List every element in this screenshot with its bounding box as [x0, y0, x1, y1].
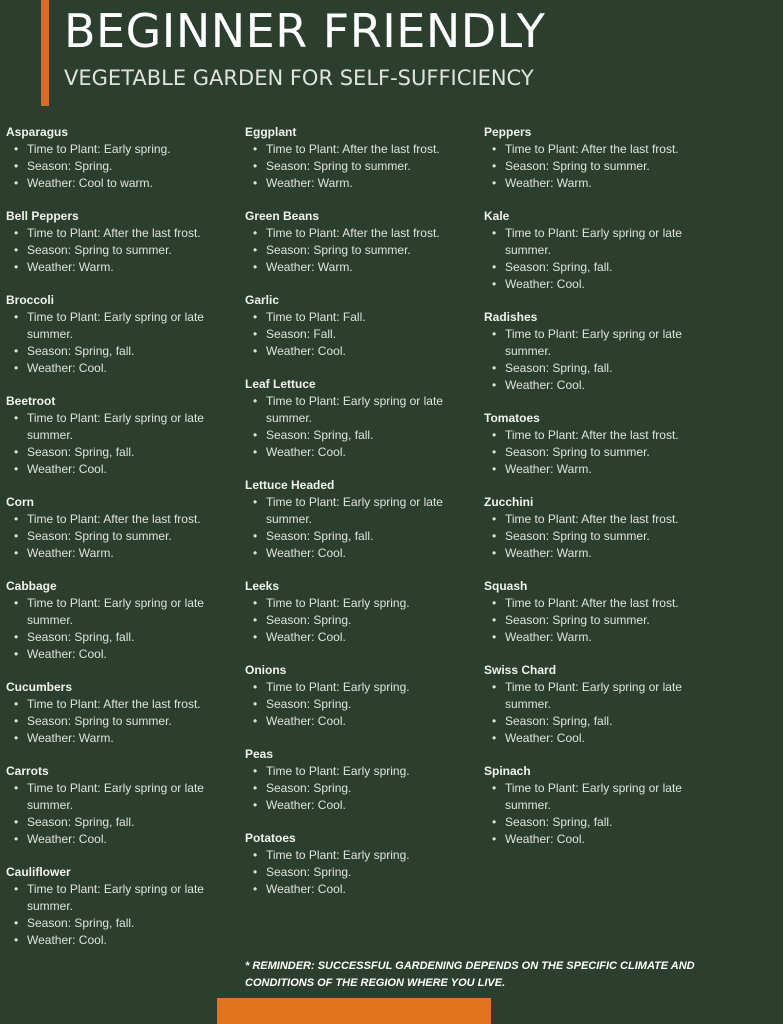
vegetable-detail: • Season: Spring, fall. — [492, 259, 720, 276]
vegetable-entry — [245, 208, 481, 276]
vegetable-detail: • Time to Plant: After the last frost. — [492, 427, 720, 444]
vegetable-entry — [245, 376, 481, 461]
vegetable-detail: • Weather: Warm. — [14, 259, 242, 276]
vegetable-detail: • Season: Spring, fall. — [14, 814, 242, 831]
vegetable-entry — [245, 292, 481, 360]
vegetable-detail: • Season: Spring. — [14, 158, 242, 175]
vegetable-name: Green Beans — [245, 209, 320, 223]
vegetable-entry — [6, 494, 242, 562]
vegetable-detail: • Time to Plant: After the last frost. — [253, 225, 481, 242]
vegetable-entry — [6, 124, 242, 192]
vegetable-name: Cauliflower — [6, 865, 71, 879]
vegetable-details-list — [245, 494, 481, 562]
vegetable-detail: • Weather: Warm. — [492, 545, 720, 562]
vegetable-name: Leeks — [245, 579, 280, 593]
vegetable-detail: • Time to Plant: Early spring or late summer. — [492, 679, 720, 713]
vegetable-detail: • Season: Spring to summer. — [492, 528, 720, 545]
vegetable-detail: • Weather: Cool. — [253, 881, 481, 898]
vegetable-detail: • Weather: Cool. — [253, 797, 481, 814]
vegetable-detail: • Weather: Cool. — [14, 932, 242, 949]
vegetable-detail: • Time to Plant: After the last frost. — [492, 595, 720, 612]
vegetable-detail: • Weather: Cool. — [14, 646, 242, 663]
vegetable-name: Broccoli — [6, 293, 55, 307]
vegetable-entry — [6, 763, 242, 848]
vegetable-details-list — [6, 225, 242, 276]
vegetable-entry — [6, 393, 242, 478]
vegetable-name: Asparagus — [6, 125, 69, 139]
vegetable-details-list — [6, 511, 242, 562]
vegetable-detail: • Season: Spring, fall. — [253, 427, 481, 444]
vegetable-detail: • Time to Plant: Early spring or late summer. — [253, 494, 481, 528]
vegetable-detail: • Time to Plant: Early spring or late summer. — [14, 780, 242, 814]
vegetable-details-list — [484, 326, 720, 394]
vegetable-entry — [484, 662, 720, 747]
orange-banner-strip — [217, 998, 491, 1024]
vegetable-details-list — [245, 595, 481, 646]
vegetable-column-2 — [245, 124, 481, 914]
vegetable-detail: • Weather: Cool. — [253, 629, 481, 646]
vegetable-detail: • Time to Plant: Early spring or late summer. — [14, 595, 242, 629]
vegetable-name: Leaf Lettuce — [245, 377, 316, 391]
vegetable-name: Peas — [245, 747, 274, 761]
vegetable-column-1 — [6, 124, 242, 965]
vegetable-detail: • Season: Spring, fall. — [253, 528, 481, 545]
vegetable-detail: • Season: Spring to summer. — [14, 242, 242, 259]
reminder-note: * REMINDER: SUCCESSFUL GARDENING DEPENDS ON THE SPECIFIC CLIMATE AND CONDITIONS OF THE REGION WHERE YOU LIVE. — [245, 960, 695, 989]
vegetable-name: Lettuce Headed — [245, 478, 335, 492]
vegetable-detail: • Season: Spring, fall. — [492, 713, 720, 730]
vegetable-detail: • Weather: Cool to warm. — [14, 175, 242, 192]
vegetable-detail: • Season: Spring. — [253, 612, 481, 629]
vegetable-detail: • Time to Plant: Early spring. — [253, 847, 481, 864]
vegetable-entry — [484, 309, 720, 394]
vegetable-detail: • Weather: Cool. — [492, 831, 720, 848]
vegetable-entry — [484, 578, 720, 646]
vegetable-details-list — [484, 225, 720, 293]
vegetable-detail: • Season: Spring, fall. — [14, 915, 242, 932]
vegetable-details-list — [245, 141, 481, 192]
vegetable-detail: • Weather: Cool. — [492, 377, 720, 394]
vegetable-detail: • Weather: Cool. — [14, 360, 242, 377]
vegetable-detail: • Time to Plant: Early spring. — [253, 679, 481, 696]
vegetable-detail: • Season: Spring to summer. — [253, 242, 481, 259]
vegetable-entry — [6, 208, 242, 276]
vegetable-detail: • Weather: Warm. — [492, 175, 720, 192]
accent-bar — [41, 0, 49, 106]
vegetable-detail: • Season: Spring to summer. — [492, 158, 720, 175]
vegetable-detail: • Season: Spring. — [253, 864, 481, 881]
vegetable-detail: • Season: Spring to summer. — [492, 612, 720, 629]
vegetable-details-list — [484, 595, 720, 646]
vegetable-name: Potatoes — [245, 831, 296, 845]
vegetable-details-list — [6, 141, 242, 192]
vegetable-entry — [245, 746, 481, 814]
vegetable-name: Cucumbers — [6, 680, 73, 694]
vegetable-detail: • Weather: Cool. — [253, 713, 481, 730]
vegetable-detail: • Weather: Cool. — [253, 545, 481, 562]
vegetable-detail: • Season: Spring to summer. — [253, 158, 481, 175]
vegetable-details-list — [245, 225, 481, 276]
vegetable-details-list — [245, 679, 481, 730]
vegetable-detail: • Season: Spring, fall. — [14, 343, 242, 360]
vegetable-name: Squash — [484, 579, 528, 593]
vegetable-entry — [484, 410, 720, 478]
vegetable-detail: • Time to Plant: After the last frost. — [14, 511, 242, 528]
vegetable-name: Kale — [484, 209, 510, 223]
vegetable-entry — [484, 763, 720, 848]
vegetable-detail: • Weather: Cool. — [492, 730, 720, 747]
vegetable-name: Carrots — [6, 764, 49, 778]
page-title: BEGINNER FRIENDLY — [64, 4, 546, 58]
vegetable-entry — [245, 477, 481, 562]
vegetable-detail: • Weather: Cool. — [253, 343, 481, 360]
vegetable-entry — [484, 208, 720, 293]
vegetable-details-list — [484, 511, 720, 562]
vegetable-details-list — [245, 763, 481, 814]
vegetable-detail: • Season: Spring. — [253, 696, 481, 713]
vegetable-details-list — [245, 393, 481, 461]
vegetable-detail: • Season: Spring, fall. — [492, 360, 720, 377]
vegetable-entry — [6, 864, 242, 949]
vegetable-detail: • Season: Spring to summer. — [492, 444, 720, 461]
vegetable-detail: • Time to Plant: After the last frost. — [492, 141, 720, 158]
vegetable-detail: • Weather: Warm. — [253, 259, 481, 276]
vegetable-detail: • Weather: Cool. — [492, 276, 720, 293]
vegetable-details-list — [484, 679, 720, 747]
vegetable-detail: • Time to Plant: Early spring or late summer. — [14, 309, 242, 343]
vegetable-detail: • Time to Plant: Early spring or late summer. — [492, 225, 720, 259]
vegetable-entry — [484, 124, 720, 192]
vegetable-detail: • Season: Spring, fall. — [14, 629, 242, 646]
vegetable-details-list — [6, 881, 242, 949]
vegetable-entry — [245, 578, 481, 646]
vegetable-name: Bell Peppers — [6, 209, 79, 223]
vegetable-entry — [6, 679, 242, 747]
vegetable-name: Onions — [245, 663, 287, 677]
vegetable-name: Peppers — [484, 125, 532, 139]
vegetable-details-list — [6, 595, 242, 663]
vegetable-entry — [245, 124, 481, 192]
vegetable-detail: • Season: Spring, fall. — [14, 444, 242, 461]
vegetable-name: Swiss Chard — [484, 663, 557, 677]
vegetable-entry — [245, 830, 481, 898]
vegetable-entry — [245, 662, 481, 730]
vegetable-detail: • Time to Plant: Early spring. — [253, 595, 481, 612]
vegetable-column-3 — [484, 124, 720, 864]
vegetable-detail: • Time to Plant: After the last frost. — [14, 696, 242, 713]
vegetable-detail: • Weather: Warm. — [14, 545, 242, 562]
vegetable-name: Zucchini — [484, 495, 534, 509]
page-subtitle: VEGETABLE GARDEN FOR SELF-SUFFICIENCY — [64, 66, 534, 90]
vegetable-entry — [6, 292, 242, 377]
vegetable-detail: • Weather: Warm. — [492, 461, 720, 478]
vegetable-detail: • Time to Plant: Early spring or late summer. — [492, 326, 720, 360]
vegetable-detail: • Time to Plant: Early spring or late summer. — [492, 780, 720, 814]
vegetable-name: Eggplant — [245, 125, 297, 139]
vegetable-name: Beetroot — [6, 394, 56, 408]
vegetable-detail: • Weather: Cool. — [253, 444, 481, 461]
vegetable-detail: • Season: Fall. — [253, 326, 481, 343]
vegetable-name: Garlic — [245, 293, 280, 307]
vegetable-details-list — [245, 847, 481, 898]
vegetable-detail: • Season: Spring, fall. — [492, 814, 720, 831]
vegetable-entry — [484, 494, 720, 562]
vegetable-details-list — [484, 427, 720, 478]
vegetable-detail: • Weather: Warm. — [14, 730, 242, 747]
vegetable-entry — [6, 578, 242, 663]
vegetable-detail: • Weather: Cool. — [14, 461, 242, 478]
vegetable-details-list — [6, 696, 242, 747]
vegetable-detail: • Time to Plant: Early spring. — [14, 141, 242, 158]
vegetable-details-list — [484, 141, 720, 192]
vegetable-detail: • Time to Plant: Fall. — [253, 309, 481, 326]
vegetable-detail: • Time to Plant: After the last frost. — [14, 225, 242, 242]
vegetable-name: Spinach — [484, 764, 531, 778]
vegetable-detail: • Season: Spring to summer. — [14, 713, 242, 730]
vegetable-detail: • Time to Plant: Early spring or late summer. — [14, 410, 242, 444]
vegetable-details-list — [6, 780, 242, 848]
vegetable-name: Radishes — [484, 310, 538, 324]
vegetable-detail: • Time to Plant: Early spring or late summer. — [253, 393, 481, 427]
vegetable-details-list — [484, 780, 720, 848]
vegetable-detail: • Season: Spring to summer. — [14, 528, 242, 545]
vegetable-name: Corn — [6, 495, 34, 509]
vegetable-name: Cabbage — [6, 579, 57, 593]
vegetable-detail: • Time to Plant: After the last frost. — [253, 141, 481, 158]
vegetable-detail: • Time to Plant: Early spring. — [253, 763, 481, 780]
vegetable-detail: • Weather: Warm. — [253, 175, 481, 192]
vegetable-detail: • Time to Plant: Early spring or late summer. — [14, 881, 242, 915]
vegetable-detail: • Season: Spring. — [253, 780, 481, 797]
vegetable-details-list — [6, 309, 242, 377]
vegetable-detail: • Weather: Cool. — [14, 831, 242, 848]
vegetable-detail: • Time to Plant: After the last frost. — [492, 511, 720, 528]
vegetable-details-list — [245, 309, 481, 360]
vegetable-name: Tomatoes — [484, 411, 540, 425]
vegetable-details-list — [6, 410, 242, 478]
vegetable-detail: • Weather: Warm. — [492, 629, 720, 646]
